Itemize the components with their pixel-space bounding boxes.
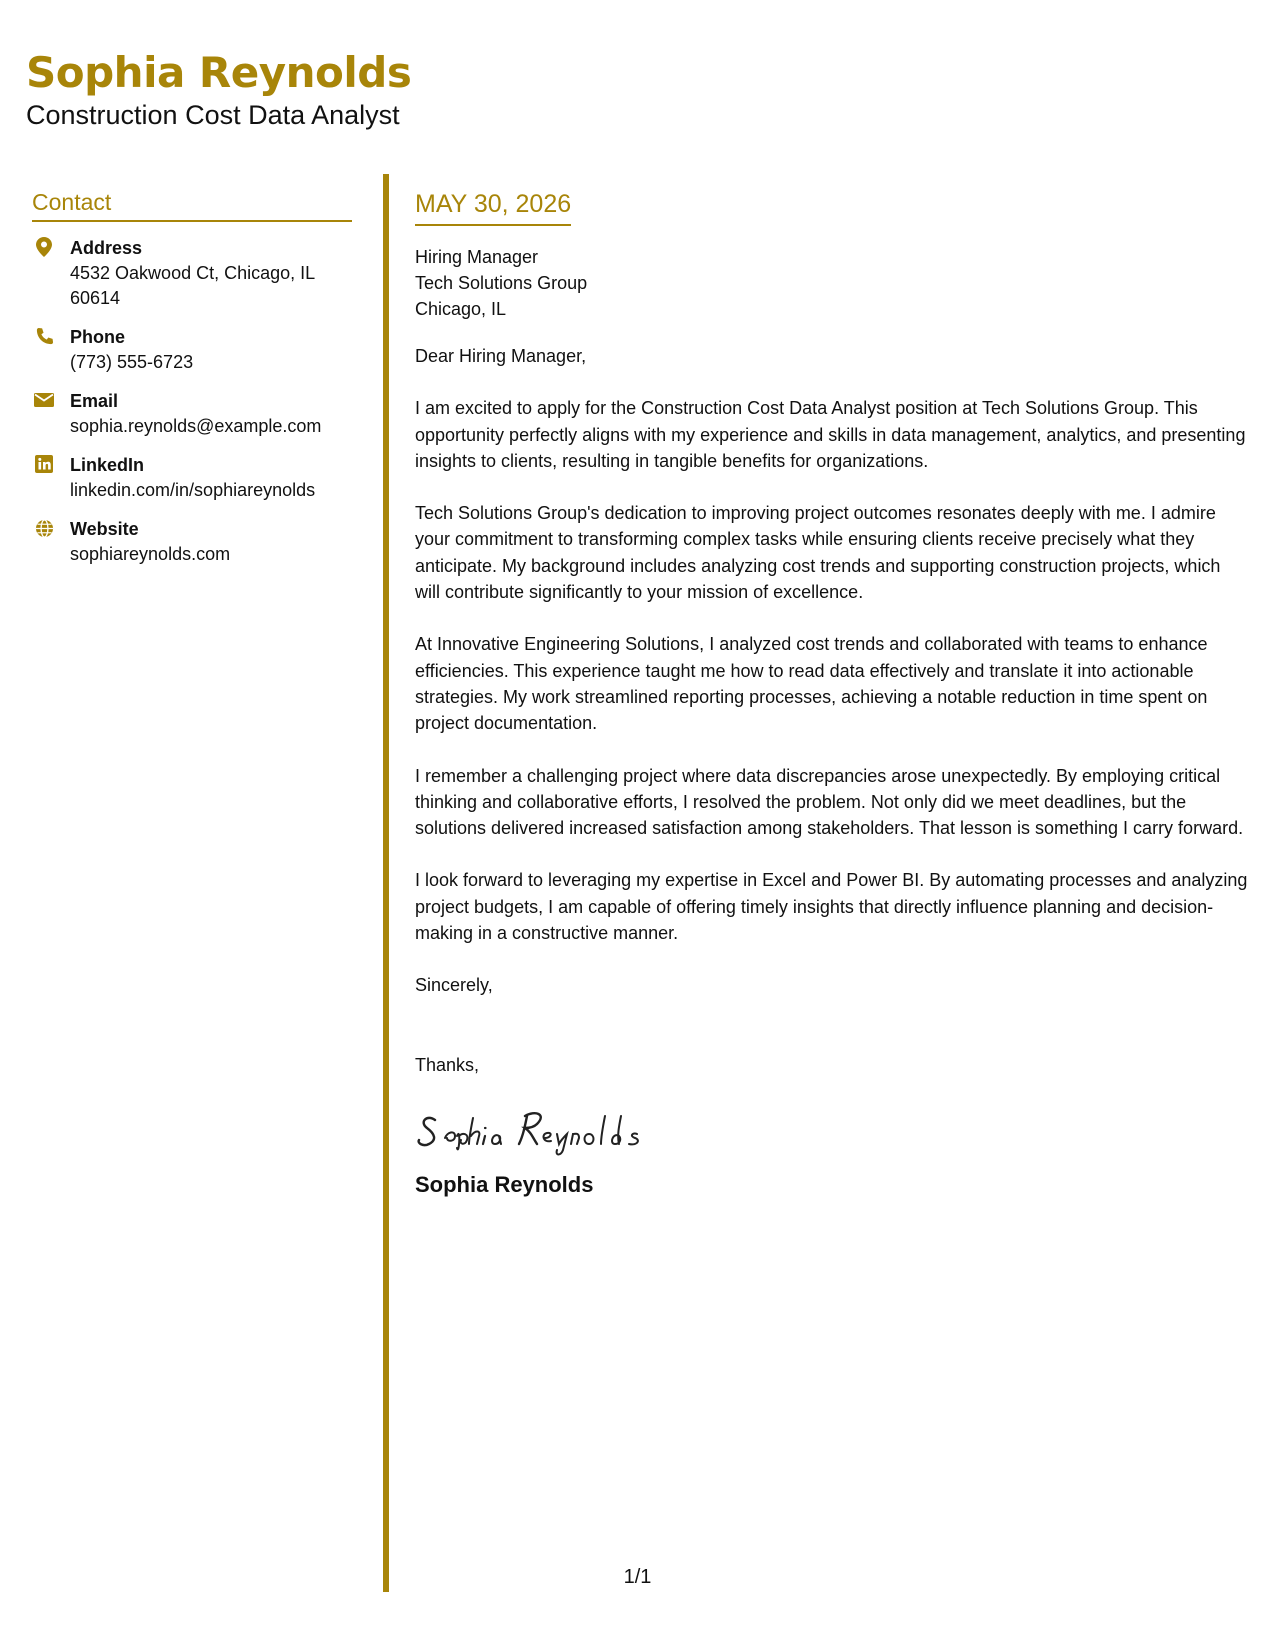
contact-item-linkedin [32,453,352,503]
page-number [0,1566,1275,1589]
location-pin-icon [34,237,54,257]
linkedin-icon [34,454,54,474]
globe-icon [34,518,54,538]
linkedin-label: LinkedIn [70,455,145,475]
signer-name: Sophia Reynolds [415,1171,594,1197]
recipient-line: Hiring Manager [415,247,539,267]
body-paragraph: At Innovative Engineering Solutions, I analyzed cost trends and collaborated with teams to enhance efficiencies. This experience taught me how to read data effectively and translate it into actionable strategies. My work streamlined reporting processes, achieving a notable reduction in time spent on project documentation. [415,634,1208,734]
contact-item-email [32,389,352,439]
thanks-line: Thanks, [415,1054,480,1075]
contact-item-address [32,236,352,311]
email-value[interactable]: sophia.reynolds@example.com [70,416,322,436]
contact-item-phone [32,325,352,375]
applicant-title: Construction Cost Data Analyst [26,100,400,130]
phone-value[interactable]: (773) 555-6723 [70,352,194,372]
website-label: Website [70,519,139,539]
closing: Sincerely, [415,975,493,996]
body-paragraph: I am excited to apply for the Construction Cost Data Analyst position at Tech Solutions Group. This opportunity perfectly aligns with my experience and skills in data management, analytics, and presenting insights to clients, resulting in tangible benefits for organizations. [415,398,1246,471]
address-label: Address [70,238,143,258]
envelope-icon [34,390,54,410]
email-label: Email [70,391,119,411]
letter-body [415,188,1250,1200]
vertical-divider [383,174,389,1592]
letter-date: MAY 30, 2026 [415,188,571,226]
phone-label: Phone [70,327,126,347]
recipient-block [415,244,1250,322]
recipient-line: Chicago, IL [415,299,507,319]
linkedin-value[interactable]: linkedin.com/in/sophiareynolds [70,480,316,500]
address-value: 4532 Oakwood Ct, Chicago, IL 60614 [70,263,315,308]
contact-list [32,236,352,567]
page-number-text: 1/1 [623,1566,652,1588]
website-value[interactable]: sophiareynolds.com [70,544,231,564]
body-paragraph: Tech Solutions Group's dedication to improving project outcomes resonates deeply with me. I admire your commitment to transforming complex tasks while ensuring clients receive precisely what they anticipate. My background includes analyzing cost trends and supporting construction projects, which will contribute significantly to your mission of excellence. [415,503,1221,603]
letter-header [26,48,411,132]
contact-item-website [32,517,352,567]
recipient-line: Tech Solutions Group [415,273,588,293]
phone-icon [34,326,54,346]
greeting: Dear Hiring Manager, [415,346,587,366]
body-paragraph: I look forward to leveraging my expertise in Excel and Power BI. By automating processes and analyzing project budgets, I am capable of offering timely insights that directly influence planning and decision-making in a constructive manner. [415,870,1248,944]
contact-sidebar [32,188,352,581]
body-paragraph: I remember a challenging project where data discrepancies arose unexpectedly. By employing critical thinking and collaborative efforts, I resolved the problem. Not only did we meet deadlines, but the solutions delivered increased satisfaction among stakeholders. That lesson is something I carry forward. [415,765,1244,839]
contact-heading: Contact [32,188,352,222]
signature-image [415,1098,1250,1158]
applicant-name: Sophia Reynolds [26,48,412,97]
